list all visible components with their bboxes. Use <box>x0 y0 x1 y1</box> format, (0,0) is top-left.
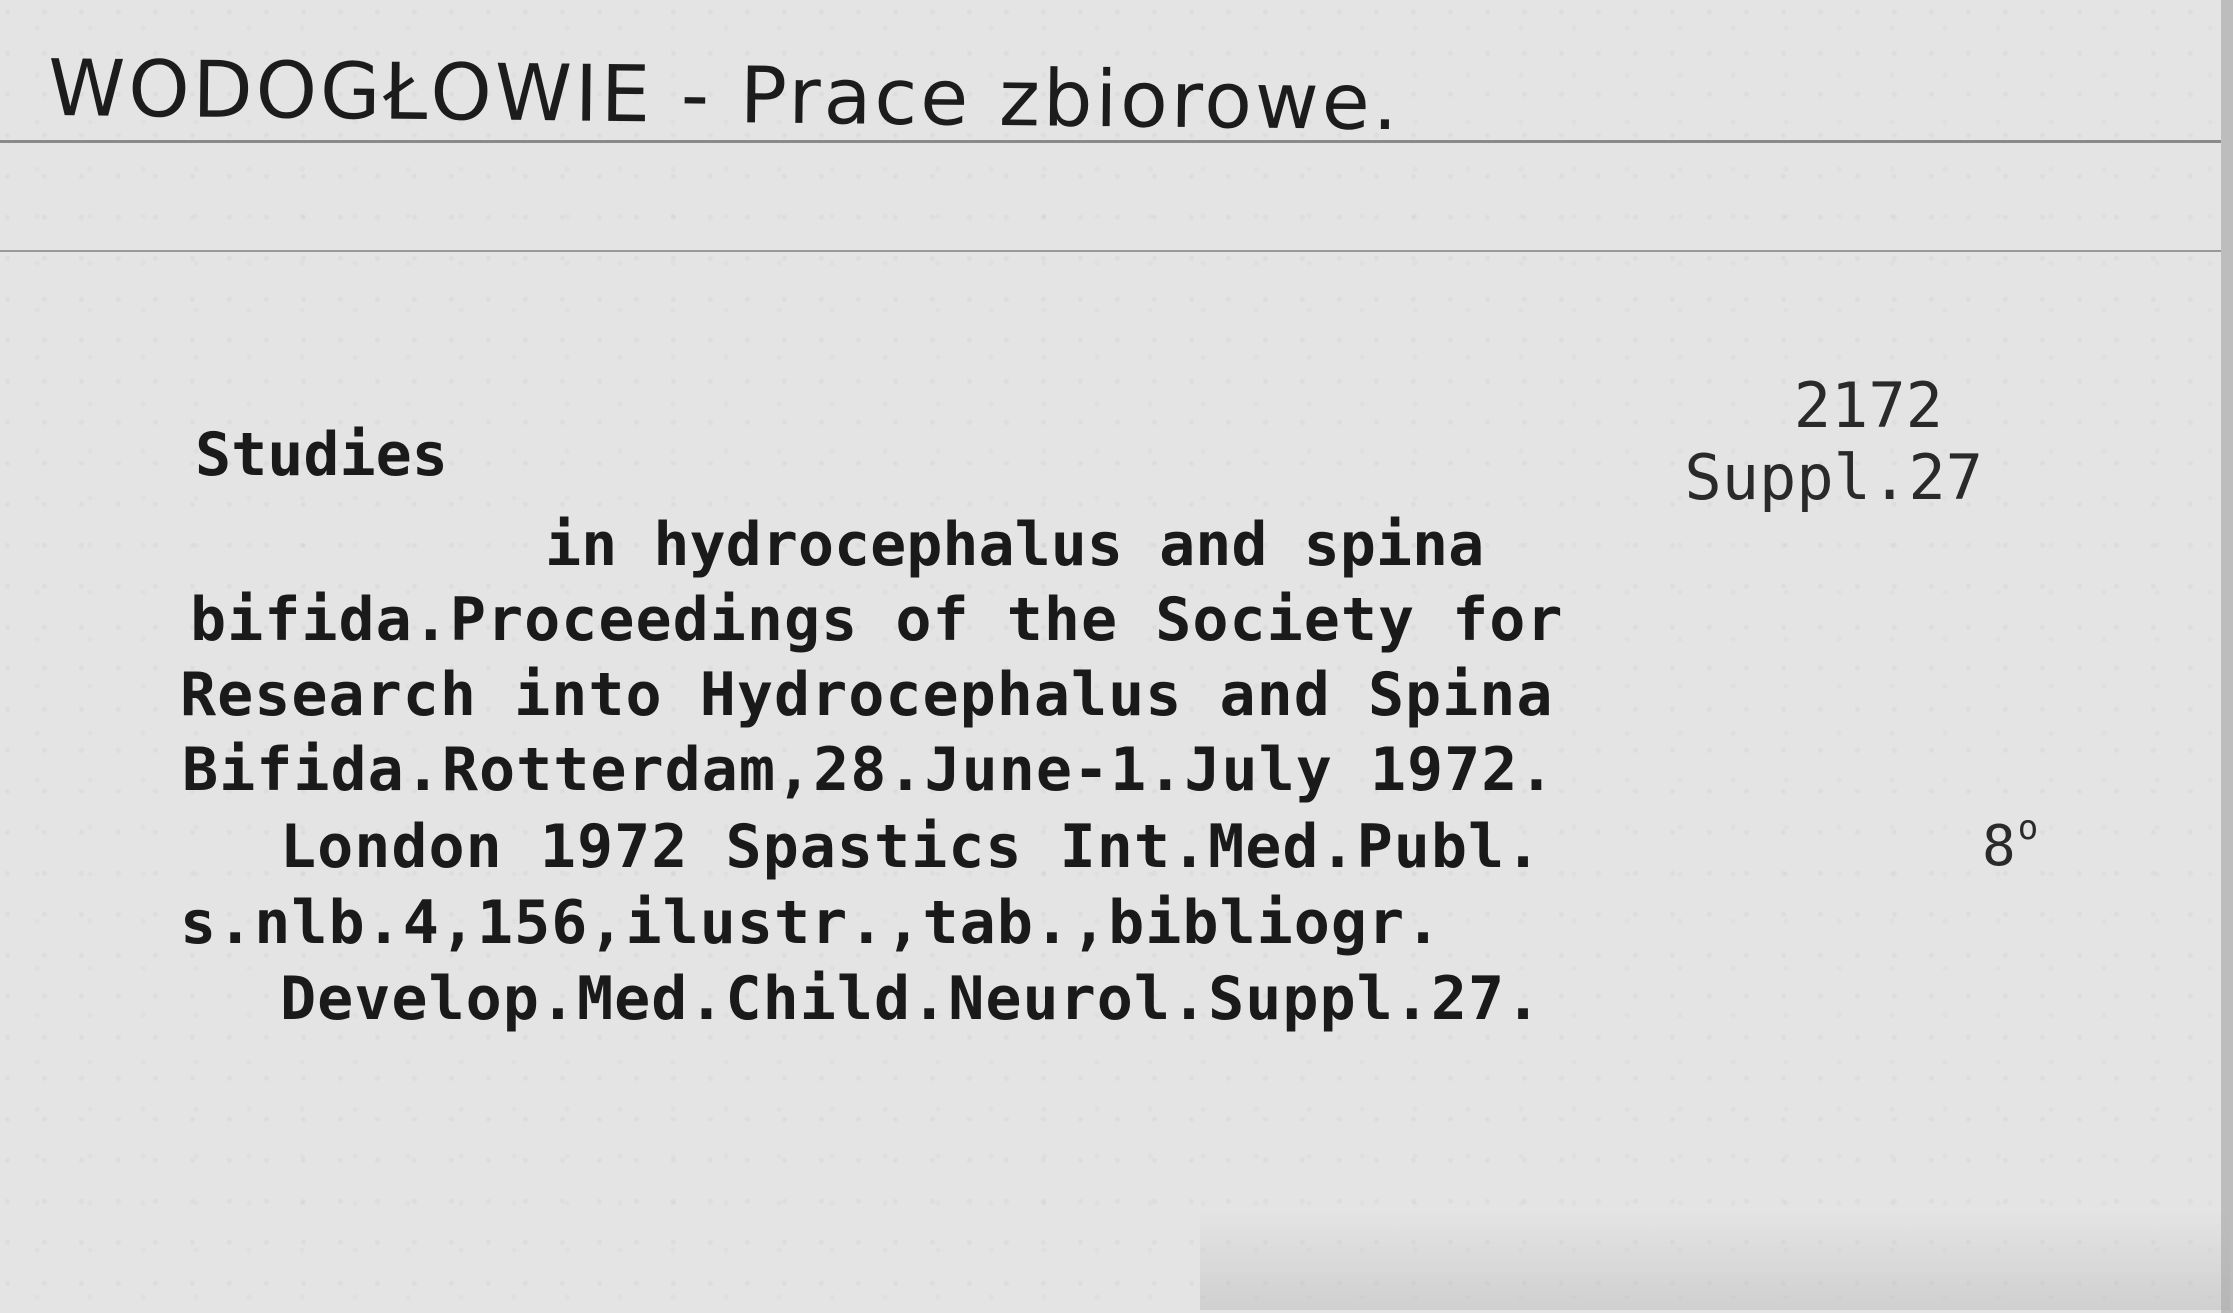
entry-line-3: Research into Hydrocephalus and Spina <box>180 660 1554 730</box>
format-degree: o <box>2017 808 2039 848</box>
entry-line-7: Develop.Med.Child.Neurol.Suppl.27. <box>280 964 1543 1034</box>
entry-line-4: Bifida.Rotterdam,28.June-1.July 1972. <box>182 735 1556 805</box>
call-number-suppl: Suppl.27 <box>1684 441 1983 514</box>
entry-line-2: bifida.Proceedings of the Society for <box>190 585 1564 655</box>
entry-line-1: in hydrocephalus and spina <box>545 510 1485 580</box>
subject-heading: WODOGŁOWIE - Prace zbiorowe. <box>47 44 1402 149</box>
call-number-value: 2172 <box>1793 369 1943 442</box>
call-number <box>1443 369 1983 514</box>
entry-line-5: London 1972 Spastics Int.Med.Publ. <box>280 812 1543 882</box>
card-edge <box>2221 0 2233 1313</box>
entry-line-6: s.nlb.4,156,ilustr.,tab.,bibliogr. <box>180 888 1443 958</box>
format-size: 8 <box>1982 814 2016 879</box>
entry-format <box>1982 808 2038 879</box>
entry-title-start: Studies <box>195 420 448 490</box>
faded-show-through <box>1200 1210 2230 1310</box>
card-second-rule <box>0 250 2233 252</box>
